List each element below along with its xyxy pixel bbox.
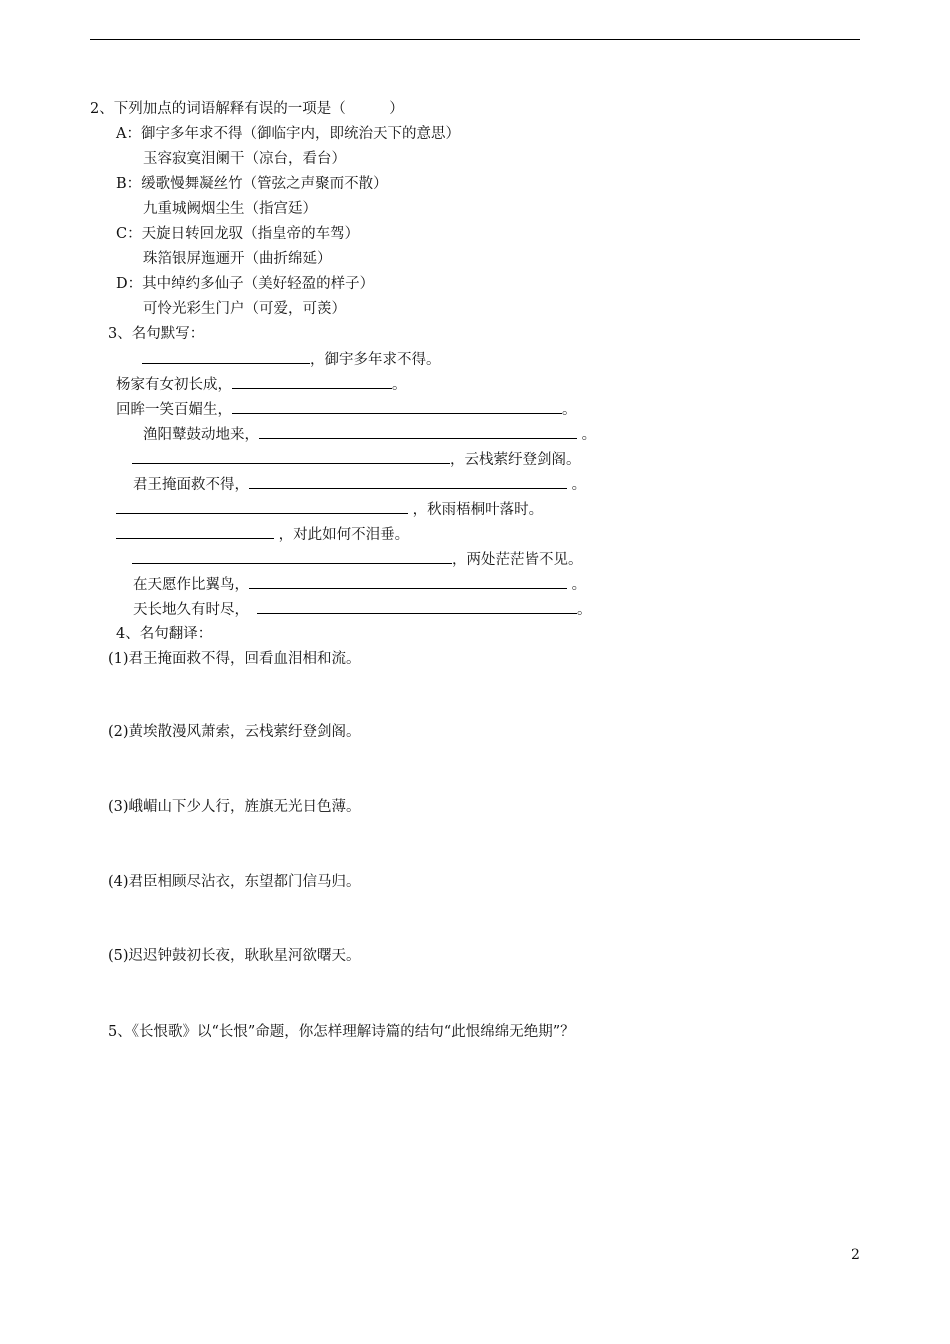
q3-item-9: ，两处茫茫皆不见。 — [132, 549, 583, 570]
answer-blank[interactable] — [132, 449, 450, 464]
header-rule — [90, 39, 860, 40]
answer-blank[interactable] — [249, 474, 567, 489]
q3-item-5: ，云栈萦纡登剑阁。 — [132, 449, 581, 470]
q3-item-1: ，御宇多年求不得。 — [142, 349, 441, 370]
q2-option-d-2: 可怜光彩生门户（可爱，可羡） — [143, 301, 346, 317]
q3-item-11: 天长地久有时尽， 。 — [133, 599, 592, 620]
answer-blank[interactable] — [116, 524, 274, 539]
q5-title: 5、《长恨歌》以“长恨”命题，你怎样理解诗篇的结句“此恨绵绵无绝期”？ — [108, 1024, 575, 1040]
q4-item-3: (3)峨嵋山下少人行，旌旗无光日色薄。 — [108, 799, 361, 815]
q3-title: 3、名句默写： — [108, 326, 205, 342]
answer-blank[interactable] — [132, 549, 452, 564]
answer-blank[interactable] — [116, 499, 408, 514]
answer-blank[interactable] — [259, 424, 577, 439]
answer-blank[interactable] — [249, 574, 567, 589]
q3-item-8: ，对此如何不泪垂。 — [116, 524, 409, 545]
q3-item-10: 在天愿作比翼鸟， 。 — [133, 574, 586, 595]
q3-item-7: ，秋雨梧桐叶落时。 — [116, 499, 543, 520]
q3-item-3: 回眸一笑百媚生， 。 — [116, 399, 577, 420]
q4-title: 4、名句翻译： — [116, 626, 213, 642]
answer-blank[interactable] — [232, 399, 562, 414]
q2-option-c: C：天旋日转回龙驭（指皇帝的车驾） — [116, 226, 360, 242]
page-number: 2 — [851, 1247, 860, 1263]
q4-item-1: (1)君王掩面救不得，回看血泪相和流。 — [108, 651, 361, 667]
q2-option-a-2: 玉容寂寞泪阑干（凉台，看台） — [143, 151, 346, 167]
q4-item-5: (5)迟迟钟鼓初长夜，耿耿星河欲曙天。 — [108, 948, 361, 964]
q2-title: 2、下列加点的词语解释有误的一项是（ ） — [90, 101, 404, 117]
q4-item-4: (4)君臣相顾尽沾衣，东望都门信马归。 — [108, 874, 361, 890]
q2-option-c-2: 珠箔银屏迤逦开（曲折绵延） — [143, 251, 332, 267]
q3-item-6: 君王掩面救不得， 。 — [133, 474, 586, 495]
q3-item-2: 杨家有女初长成， 。 — [116, 374, 407, 395]
q2-option-d: D：其中绰约多仙子（美好轻盈的样子） — [116, 276, 375, 292]
q2-option-b-2: 九重城阙烟尘生（指宫廷） — [143, 201, 317, 217]
answer-blank[interactable] — [232, 374, 392, 389]
q2-option-a: A：御宇多年求不得（御临宇内，即统治天下的意思） — [116, 126, 460, 142]
q4-item-2: (2)黄埃散漫风萧索，云栈萦纡登剑阁。 — [108, 724, 361, 740]
q2-option-b: B：缓歌慢舞凝丝竹（管弦之声聚而不散） — [116, 176, 388, 192]
answer-blank[interactable] — [257, 599, 577, 614]
q3-item-4: 渔阳鼙鼓动地来， 。 — [143, 424, 596, 445]
answer-blank[interactable] — [142, 349, 310, 364]
